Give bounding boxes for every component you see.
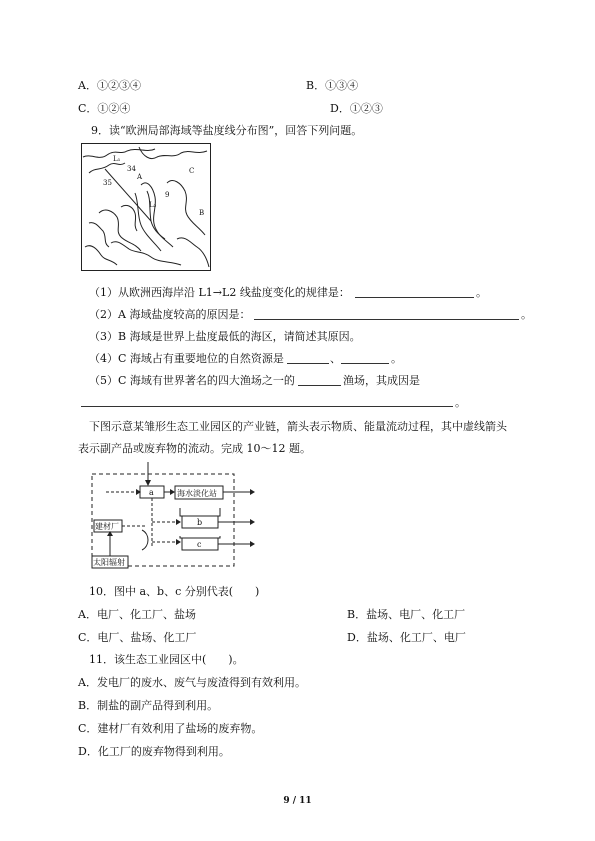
label-l2: L₂ xyxy=(149,201,157,209)
label-l1: L₁ xyxy=(113,155,121,163)
q11-stem: 11．该生态工业园区中( )。 xyxy=(89,653,244,666)
answer-blank-4a[interactable] xyxy=(287,363,329,364)
option-d: D．①②③ xyxy=(330,102,383,115)
q9-sub1: （1）从欧洲西海岸沿 L1→L2 线盐度变化的规律是： xyxy=(89,286,350,299)
label-34: 34 xyxy=(127,165,136,173)
option-b: B．①③④ xyxy=(306,79,359,92)
label-a: A xyxy=(137,173,143,181)
page-number: 9 / 11 xyxy=(283,796,312,806)
q10-option-a: A．电厂、化工厂、盐场 xyxy=(78,608,196,621)
q11-option-a: A．发电厂的废水、废气与废渣得到有效利用。 xyxy=(78,676,306,689)
q9-stem: 9．读“欧洲局部海域等盐度线分布图”，回答下列问题。 xyxy=(91,124,363,137)
q9-sub2-end: 。 xyxy=(521,308,532,321)
q10-option-b: B．盐场、电厂、化工厂 xyxy=(347,608,466,621)
answer-blank-5a[interactable] xyxy=(298,385,341,386)
answer-blank-1[interactable] xyxy=(355,297,474,298)
diagram-box-building: 建材厂 xyxy=(95,522,119,531)
q10-option-d: D．盐场、化工厂、电厂 xyxy=(347,631,466,644)
label-c: C xyxy=(189,167,195,175)
option-a: A．①②③④ xyxy=(78,79,141,92)
q9-sub5-end: 。 xyxy=(455,396,466,409)
label-b: B xyxy=(199,209,205,217)
q11-option-c: C．建材厂有效利用了盐场的废弃物。 xyxy=(78,722,263,735)
q9-sub5-b: 渔场，其成因是 xyxy=(343,374,420,387)
q9-sub4: （4）C 海域占有重要地位的自然资源是 xyxy=(89,352,284,365)
answer-blank-4b[interactable] xyxy=(341,363,389,364)
q9-sub1-end: 。 xyxy=(476,286,487,299)
diagram-box-seawater: 海水淡化站 xyxy=(177,489,217,498)
diagram-box-a: a xyxy=(149,488,154,497)
q9-sub2: （2）A 海域盐度较高的原因是： xyxy=(89,308,251,321)
q11-option-d: D．化工厂的废弃物得到利用。 xyxy=(78,745,230,758)
answer-blank-5b[interactable] xyxy=(81,406,453,407)
q9-sub4-sep: 、 xyxy=(330,352,341,365)
q9-sub4-end: 。 xyxy=(391,352,402,365)
q10-stem: 10．图中 a、b、c 分别代表( ) xyxy=(89,585,260,598)
intro-line1: 下图示意某雏形生态工业园区的产业链，箭头表示物质、能量流动过程，其中虚线箭头 xyxy=(89,420,507,433)
q10-option-c: C．电厂、盐场、化工厂 xyxy=(78,631,197,644)
q9-sub3: （3）B 海域是世界上盐度最低的海区，请简述其原因。 xyxy=(89,330,361,343)
diagram-box-c: c xyxy=(197,540,202,549)
salinity-map xyxy=(81,143,211,271)
industrial-chain-diagram xyxy=(86,460,256,572)
q11-option-b: B．制盐的副产品得到利用。 xyxy=(78,699,219,712)
answer-blank-2[interactable] xyxy=(254,319,519,320)
diagram-box-b: b xyxy=(197,518,203,527)
q9-sub5: （5）C 海域有世界著名的四大渔场之一的 xyxy=(89,374,295,387)
option-c: C．①②④ xyxy=(78,102,131,115)
diagram-box-solar: 太阳辐射 xyxy=(93,558,125,567)
intro-line2: 表示副产品或废弃物的流动。完成 10～12 题。 xyxy=(78,442,311,455)
label-9: 9 xyxy=(165,191,170,199)
label-35: 35 xyxy=(103,179,112,187)
